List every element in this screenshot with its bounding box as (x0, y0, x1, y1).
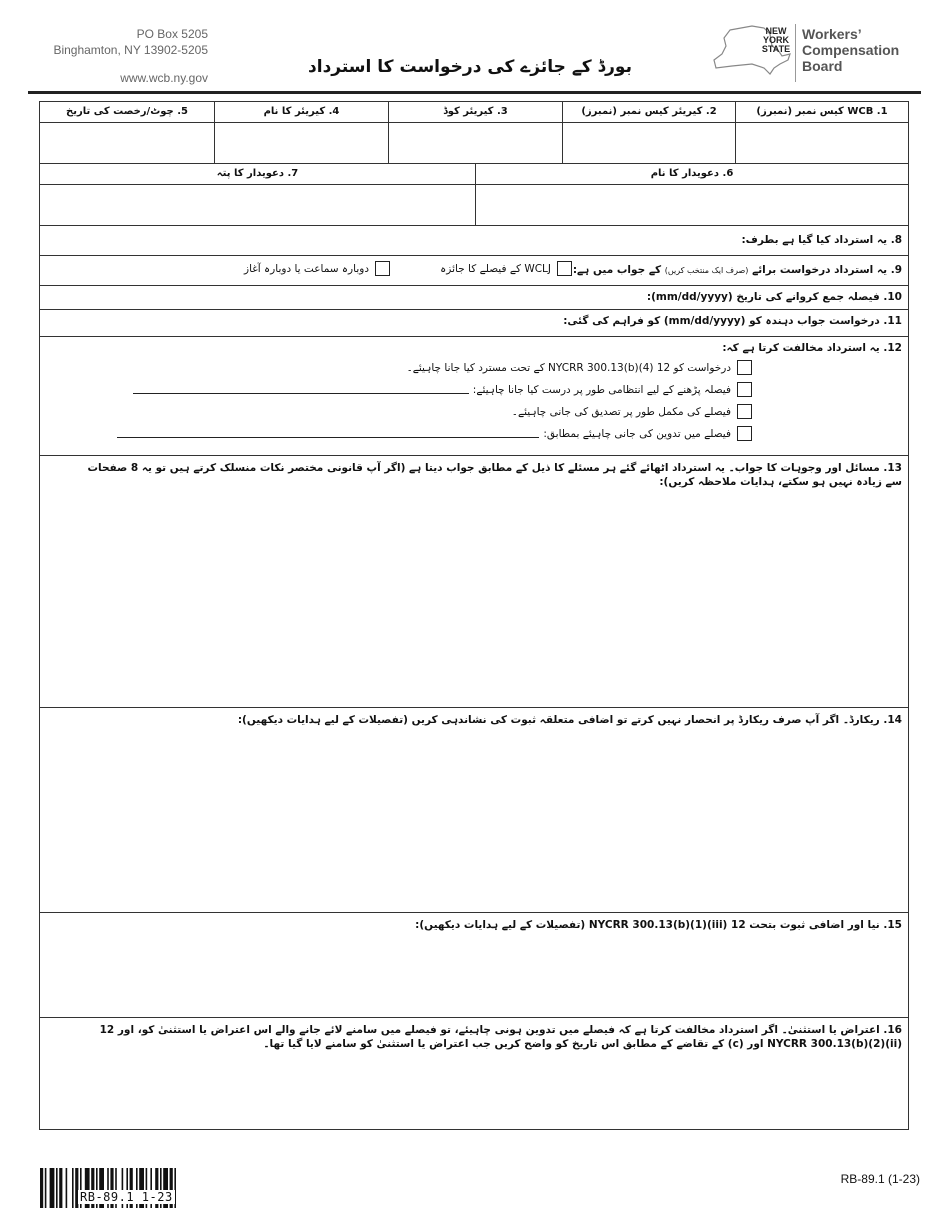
row-field-14[interactable] (40, 707, 908, 912)
row-field-10[interactable] (40, 285, 908, 309)
option-affirm-decision[interactable] (512, 404, 752, 419)
field-12-label: 12. یہ استرداد مخالفت کرتا ہے کہ: (722, 342, 902, 354)
option-wclj-review-label: WCLJ کے فیصلے کا جائزہ (440, 262, 551, 275)
field-2-carrier-case-number[interactable] (562, 102, 735, 163)
checkbox-modify-decision[interactable] (737, 426, 752, 441)
barcode-bar (56, 1168, 58, 1208)
field-15-label: 15. نیا اور اضافی ثبوت بتحت 12 NYCRR 300.13(b)(1)(iii) (تفصیلات کے لیے ہدایات دیکھیں): (415, 919, 902, 931)
address-line-1: PO Box 5205 (136, 27, 208, 41)
option-wclj-review[interactable] (440, 261, 572, 276)
checkbox-administrative-correction[interactable] (737, 382, 752, 397)
field-7-claimant-address[interactable] (40, 164, 475, 225)
address-line-2: Binghamton, NY 13902-5205 (53, 43, 208, 57)
field-6-claimant-name[interactable] (475, 164, 908, 225)
row-field-12 (40, 336, 908, 455)
barcode-bar (72, 1168, 74, 1208)
wcb-logo (712, 24, 912, 84)
barcode-bar (45, 1168, 47, 1208)
form-body (39, 101, 909, 1130)
field-5-injury-date[interactable] (40, 102, 214, 163)
nys-wordmark: NEW YORK STATE (761, 26, 791, 54)
correction-line[interactable] (133, 385, 469, 394)
field-5-label: 5. چوٹ/رخصت کی تاریخ (40, 102, 214, 123)
agency-name: Workers’ Compensation Board (802, 26, 900, 74)
field-10-label: 10. فیصلہ جمع کروانے کی تاریخ (mm/dd/yyyy): (646, 291, 902, 303)
row-field-13[interactable] (40, 455, 908, 707)
field-7-label: 7. دعویدار کا پتہ (40, 164, 475, 185)
option-administrative-correction[interactable] (133, 382, 752, 397)
row-field-9 (40, 255, 908, 285)
option-modify-label: فیصلے میں تدوین کی جانی چاہیئے بمطابق: (543, 427, 731, 440)
row-field-15[interactable] (40, 912, 908, 1017)
row-field-11[interactable] (40, 309, 908, 336)
field-9-hint: (صرف ایک منتخب کریں) (664, 266, 749, 275)
checkbox-affirm-decision[interactable] (737, 404, 752, 419)
field-13-label: 13. مسائل اور وجوہات کا جواب۔ یہ استرداد اٹھائے گئے ہر مسئلے کا ذیل کے مطابق جواب دیتا ہے (اگر آپ قانونی مختصر نکات منسلک کرتے ہیں تو یہ 8 صفحات سے زیادہ نہیں ہو سکتے، ہدایات ملاحظہ کریں): (87, 462, 902, 488)
field-8-label: 8. یہ استرداد کیا گیا ہے بطرف: (741, 234, 902, 246)
checkbox-wclj-review[interactable] (557, 261, 572, 276)
option-rehearing-label: دوبارہ سماعت یا دوبارہ آغاز (244, 262, 369, 275)
page-title: بورڈ کے جائزے کی درخواست کا استرداد (308, 57, 632, 77)
field-16-label: 16. اعتراض یا استثنیٰ۔ اگر استرداد مخالفت کرتا ہے کہ فیصلے میں تدوین ہونی چاہیئے، تو فیصلے میں سامنے لائے جانے والے اس اعتراض یا استثنیٰ کو، اور 12 NYCRR 300.13(b)(2)(ii) اور (c) کے تقاضے کے مطابق اس تاریخ کو واضح کریں جب اعتراض یا استثنیٰ کو سامنے لایا گیا تھا۔ (99, 1024, 902, 1050)
barcode-bar (66, 1168, 68, 1208)
header-rule (28, 91, 921, 94)
barcode-bar (59, 1168, 62, 1208)
field-9-label: 9. یہ استرداد درخواست برائے (صرف ایک منتخب کریں) کے جواب میں ہے: (572, 264, 902, 276)
field-3-label: 3. کیریئر کوڈ (389, 102, 562, 123)
field-4-label: 4. کیریئر کا نام (215, 102, 388, 123)
return-address (40, 26, 208, 86)
barcode-bar (40, 1168, 43, 1208)
field-11-label: 11. درخواست جواب دہندہ کو (mm/dd/yyyy) کو فراہم کی گئی: (563, 315, 902, 327)
checkbox-dismiss-application[interactable] (737, 360, 752, 375)
row-field-8[interactable] (40, 225, 908, 255)
option-modify-decision[interactable] (117, 426, 752, 441)
field-4-carrier-name[interactable] (214, 102, 388, 163)
checkbox-rehearing[interactable] (375, 261, 390, 276)
field-1-label: 1. WCB کیس نمبر (نمبرز) (736, 102, 908, 123)
option-dismiss-label: درخواست کو 12 NYCRR 300.13(b)(4) کے تحت مسترد کیا جانا چاہیئے۔ (406, 361, 731, 374)
field-1-wcb-case-number[interactable] (735, 102, 908, 163)
field-14-label: 14. ریکارڈ۔ اگر آپ صرف ریکارڈ پر انحصار نہیں کرتے تو اضافی متعلقہ ثبوت کی نشاندہی کریں (تفصیلات کے لیے ہدایات دیکھیں): (237, 714, 902, 726)
logo-divider (795, 24, 796, 82)
field-6-label: 6. دعویدار کا نام (476, 164, 908, 185)
option-rehearing[interactable] (244, 261, 390, 276)
barcode-text: RB-89.1 1-23 (80, 1190, 173, 1204)
option-correction-label: فیصلہ پڑھنے کے لیے انتظامی طور پر درست کیا جانا چاہیئے: (472, 383, 731, 396)
row-case-info (40, 102, 908, 163)
option-dismiss-application[interactable] (407, 360, 752, 375)
row-claimant (40, 163, 908, 225)
website-link[interactable]: www.wcb.ny.gov (120, 71, 208, 85)
row-field-16[interactable] (40, 1017, 908, 1129)
option-affirm-label: فیصلے کی مکمل طور پر تصدیق کی جانی چاہیئے۔ (511, 405, 731, 418)
form-number: RB-89.1 (1-23) (840, 1172, 920, 1186)
field-2-label: 2. کیریئر کیس نمبر (نمبرز) (563, 102, 735, 123)
modify-line[interactable] (117, 429, 539, 438)
field-3-carrier-code[interactable] (388, 102, 562, 163)
barcode-bar (50, 1168, 55, 1208)
